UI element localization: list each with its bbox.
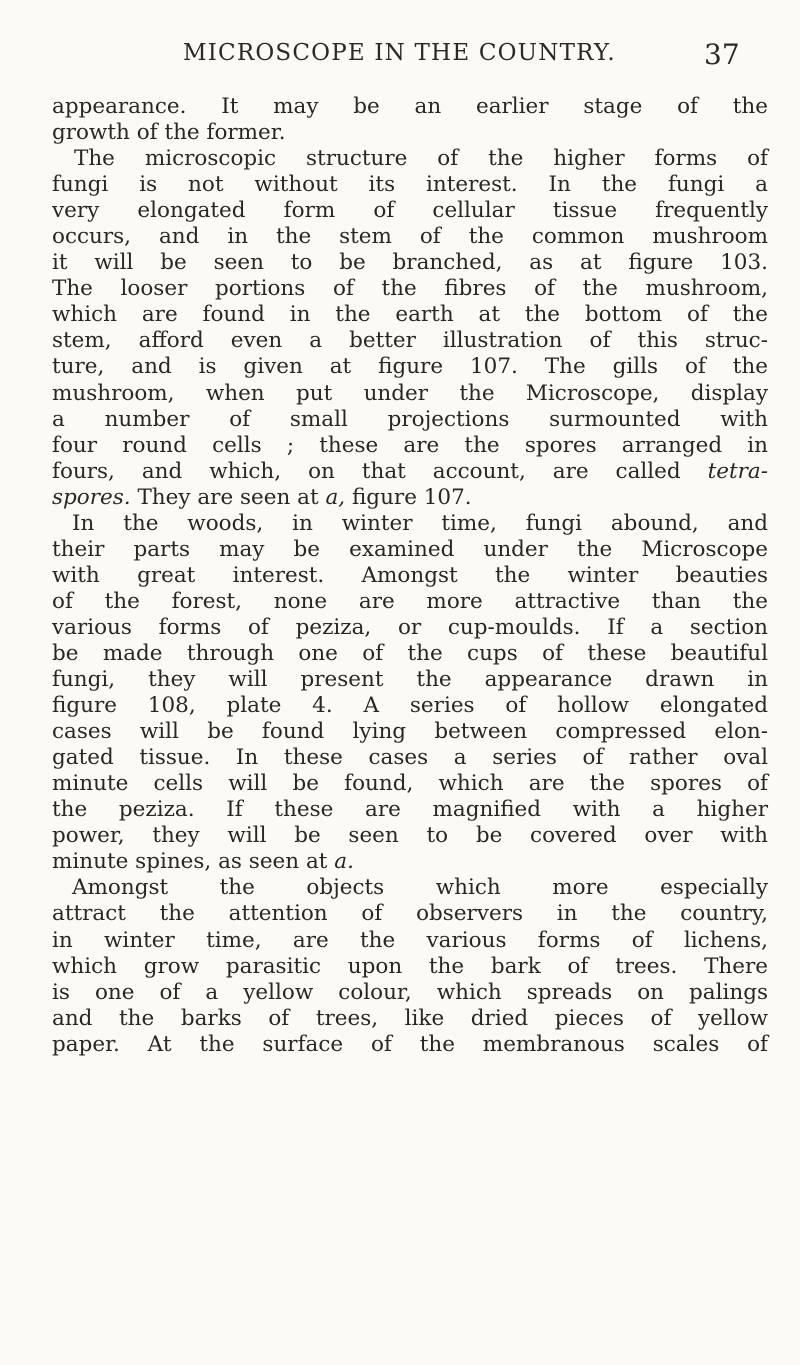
text-line: of the forest, none are more attractive than the [52, 588, 768, 614]
text-fragment: minute spines, as seen at [52, 849, 328, 875]
text-line: figure 108, plate 4. A series of hollow elongated [52, 693, 768, 719]
text-line: it will be seen to be branched, as at figure 103. [52, 250, 768, 276]
text-line: their parts may be examined under the Microscope [52, 536, 768, 562]
text-line: very elongated form of cellular tissue frequently [52, 198, 768, 224]
italic-term: tetra- [707, 458, 768, 484]
text-line: In the woods, in winter time, fungi abound, and [72, 510, 768, 536]
text-line: which are found in the earth at the bottom of the [52, 302, 768, 328]
text-line: The looser portions of the fibres of the mushroom, [52, 276, 768, 302]
text-line: attract the attention of observers in the country, [52, 901, 768, 927]
text-line: minute cells will be found, which are the spores of [52, 771, 768, 797]
text-line: mushroom, when put under the Microscope, display [52, 380, 768, 406]
text-line: be made through one of the cups of these beautiful [52, 640, 768, 666]
body-text [52, 94, 768, 1058]
text-line: the peziza. If these are magnified with a higher [52, 797, 768, 823]
text-line: gated tissue. In these cases a series of rather oval [52, 745, 768, 771]
text-line: fungi, they will present the appearance drawn in [52, 667, 768, 693]
text-line: appearance. It may be an earlier stage of the [52, 94, 768, 119]
text-line: is one of a yellow colour, which spreads on palings [52, 979, 768, 1005]
text-fragment: They are seen at [137, 484, 319, 510]
text-line: various forms of peziza, or cup-moulds. If a section [52, 614, 768, 640]
page-number: 37 [704, 38, 740, 71]
text-line: Amongst the objects which more especially [72, 875, 768, 901]
text-line [52, 459, 768, 485]
text-fragment: figure 107. [351, 484, 472, 510]
italic-term: spores. [52, 484, 131, 510]
text-line: fungi is not without its interest. In the fungi a [52, 172, 768, 198]
text-line: growth of the former. [52, 120, 286, 146]
figure-letter: a, [325, 484, 346, 510]
text-line: cases will be found lying between compressed elon- [52, 719, 768, 745]
running-head [0, 38, 800, 78]
text-line: power, they will be seen to be covered over with [52, 823, 768, 849]
running-title: MICROSCOPE IN THE COUNTRY. [183, 40, 616, 66]
figure-letter: a. [334, 849, 354, 875]
text-line: ture, and is given at figure 107. The gills of the [52, 354, 768, 380]
text-line: four round cells ; these are the spores arranged in [52, 432, 768, 458]
text-line: which grow parasitic upon the bark of trees. There [52, 953, 768, 979]
text-line [52, 485, 768, 511]
text-line: stem, afford even a better illustration of this struc- [52, 328, 768, 354]
text-line: and the barks of trees, like dried pieces of yellow [52, 1005, 768, 1031]
text-line: with great interest. Amongst the winter beauties [52, 562, 768, 588]
text-fragment: fours, and which, on that account, are called [52, 458, 681, 484]
text-line: occurs, and in the stem of the common mushroom [52, 224, 768, 250]
text-line: a number of small projections surmounted with [52, 406, 768, 432]
text-line [52, 849, 768, 875]
text-line: paper. At the surface of the membranous scales of [52, 1031, 768, 1057]
text-line: The microscopic structure of the higher forms of [74, 146, 768, 172]
text-line: in winter time, are the various forms of lichens, [52, 927, 768, 953]
